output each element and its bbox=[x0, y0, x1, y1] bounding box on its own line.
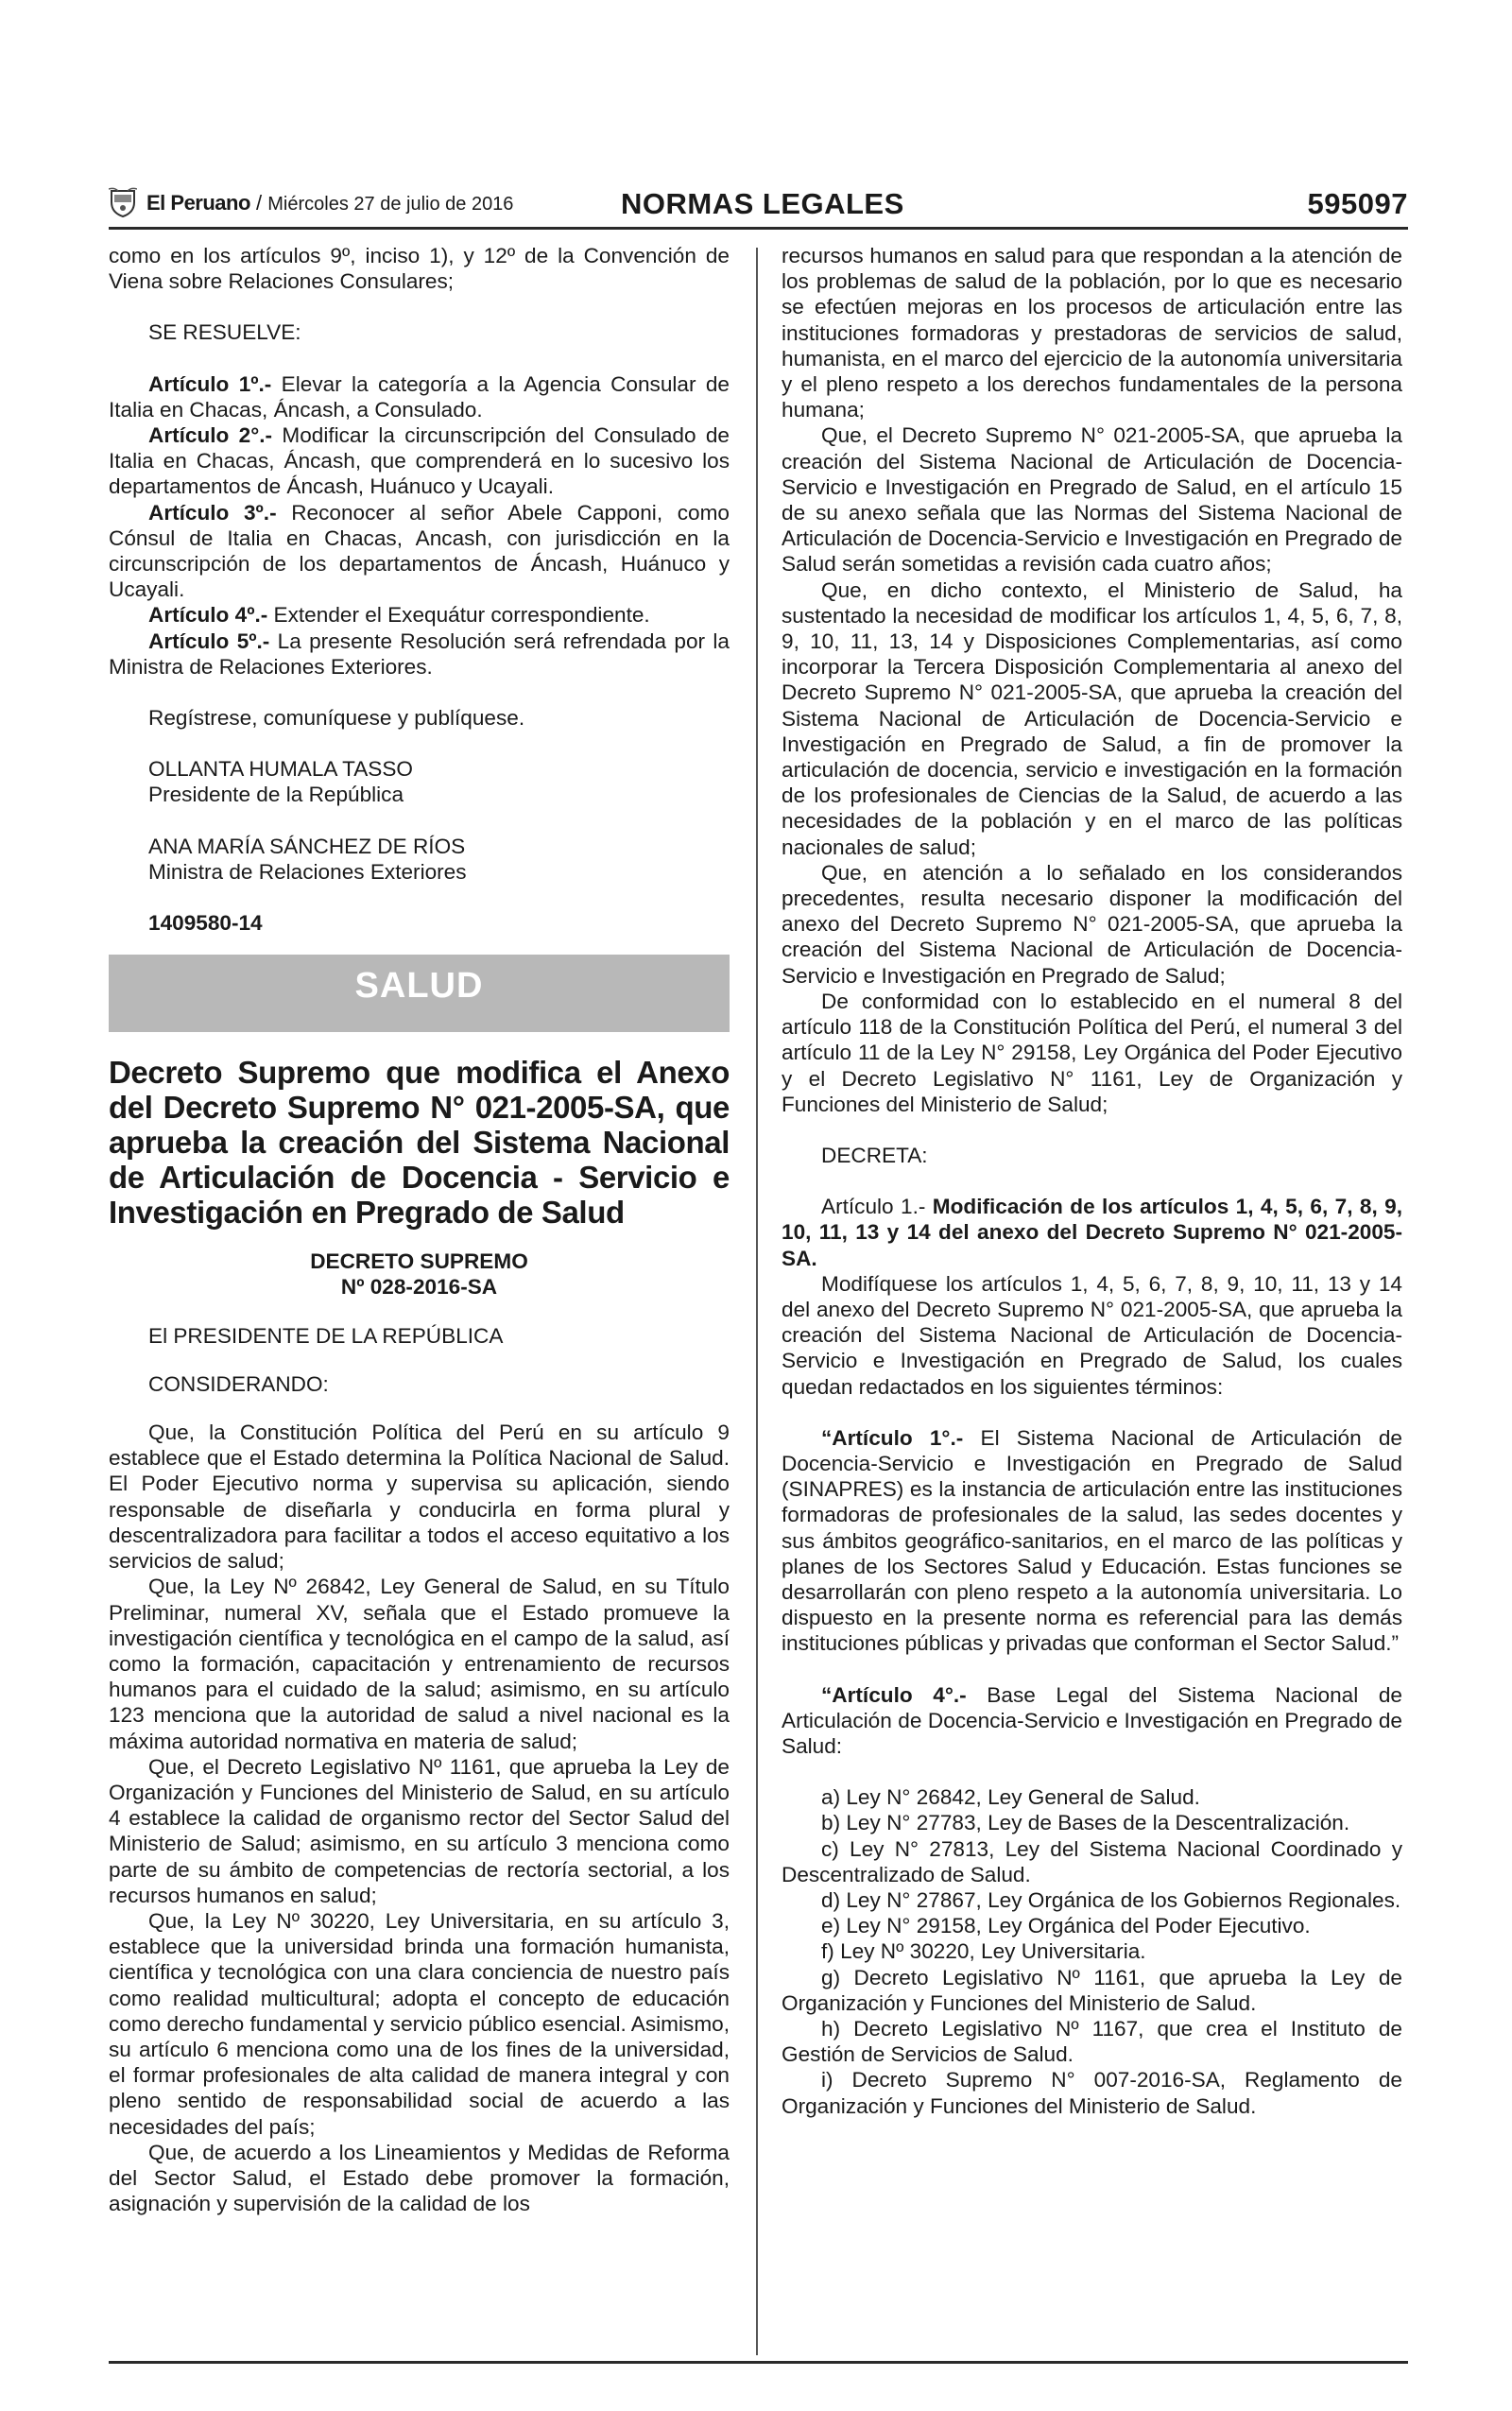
right-column bbox=[782, 243, 1402, 2119]
recital-paragraph: Que, en atención a lo señalado en los considerandos precedentes, resulta necesario disponer la modificación del anexo del Decreto Supremo N° 021-2005-SA, que aprueba la creación del Sistema Nacional de Articulación de Docencia-Servicio e Investigación en Pregrado de Salud; bbox=[782, 860, 1402, 988]
publication-name: El Peruano / Miércoles 27 de julio de 2016 bbox=[146, 191, 514, 215]
recital-paragraph: De conformidad con lo establecido en el numeral 8 del artículo 118 de la Constitución Política del Perú, el numeral 3 del artículo 11 de la Ley N° 29158, Ley Orgánica del Poder Ejecutivo y el Decreto Legislativo N° 1161, Ley de Organización y Funciones del Ministerio de Salud; bbox=[782, 989, 1402, 1116]
left-column bbox=[109, 243, 730, 2216]
list-item: e) Ley N° 29158, Ley Orgánica del Poder Ejecutivo. bbox=[821, 1914, 1311, 1938]
recital-paragraph: Que, de acuerdo a los Lineamientos y Medidas de Reforma del Sector Salud, el Estado debe promover la formación, asignación y supervisión de la calidad de los bbox=[109, 2140, 730, 2216]
article-heading: Artículo 1.- Modificación de los artículos 1, 4, 5, 6, 7, 8, 9, 10, 11, 13 y 14 del anexo del Decreto Supremo N° 021-2005-SA. bbox=[782, 1195, 1402, 1270]
signatory-title: Presidente de la República bbox=[148, 783, 404, 807]
list-item: g) Decreto Legislativo Nº 1161, que aprueba la Ley de Organización y Funciones del Ministerio de Salud. bbox=[782, 1965, 1402, 2015]
list-item: c) Ley N° 27813, Ley del Sistema Nacional Coordinado y Descentralizado de Salud. bbox=[782, 1836, 1402, 1886]
article-4: Artículo 4º.- Extender el Exequátur correspondiente. bbox=[148, 603, 650, 628]
closing-formula: Regístrese, comuníquese y publíquese. bbox=[148, 706, 525, 731]
list-item: a) Ley N° 26842, Ley General de Salud. bbox=[821, 1785, 1200, 1810]
recital-paragraph: Que, en dicho contexto, el Ministerio de Salud, ha sustentado la necesidad de modificar los artículos 1, 4, 5, 6, 7, 8, 9, 10, 11, 13, 14 y Disposiciones Complementarias, así como incorporar la Tercera Disposición Complementaria al anexo del Decreto Supremo N° 021-2005-SA, que aprueba la creación del Sistema Nacional de Articulación de Docencia-Servicio e Investigación en Pregrado de Salud, a fin de promover la articulación de docencia, servicio e investigación en la formación de los profesionales de Ciencias de la Salud, de acuerdo a las necesidades de la población y en el marco de las políticas nacionales de salud; bbox=[782, 577, 1402, 859]
paragraph: como en los artículos 9º, inciso 1), y 12º de la Convención de Viena sobre Relaciones Consulares; bbox=[109, 244, 730, 294]
footer-rule bbox=[109, 2361, 1408, 2364]
recital-paragraph: Que, el Decreto Supremo N° 021-2005-SA, que aprueba la creación del Sistema Nacional de Articulación de Docencia-Servicio e Investigación en Pregrado de Salud, en el artículo 15 de su anexo señala que las Normas del Sistema Nacional de Articulación de Docencia-Servicio e Investigación en Pregrado de Salud serán sometidas a revisión cada cuatro años; bbox=[782, 423, 1402, 577]
quoted-article-4: “Artículo 4°.- Base Legal del Sistema Nacional de Articulación de Docencia-Servicio e Investigación en Pregrado de Salud: bbox=[782, 1682, 1402, 1758]
considerando-heading: CONSIDERANDO: bbox=[148, 1371, 329, 1396]
document-code: 1409580-14 bbox=[148, 911, 263, 936]
section-band-label: SALUD bbox=[354, 966, 484, 1007]
recital-paragraph: recursos humanos en salud para que respondan a la atención de los problemas de salud de la población, por lo que es necesario se efectúen mejoras en los procesos de articulación entre las instituciones formadoras y prestadoras de servicios de salud, humanista, en el marco del ejercicio de la autonomía universitaria y el pleno respeto a los derechos fundamentales de la persona humana; bbox=[782, 244, 1402, 422]
list-item: d) Ley N° 27867, Ley Orgánica de los Gobiernos Regionales. bbox=[821, 1887, 1401, 1912]
page-number: 595097 bbox=[1307, 187, 1408, 220]
signatory-name: ANA MARÍA SÁNCHEZ DE RÍOS bbox=[148, 834, 466, 858]
signatory-name: OLLANTA HUMALA TASSO bbox=[148, 757, 414, 782]
decree-number: Nº 028-2016-SA bbox=[340, 1275, 498, 1300]
signatory-title: Ministra de Relaciones Exteriores bbox=[148, 859, 467, 884]
issue-date: Miércoles 27 de julio de 2016 bbox=[267, 194, 514, 215]
list-item: i) Decreto Supremo N° 007-2016-SA, Reglamento de Organización y Funciones del Ministerio de Salud. bbox=[782, 2068, 1402, 2118]
recital-paragraph: Que, la Ley Nº 30220, Ley Universitaria, en su artículo 3, establece que la universidad brinda una formación humanista, científica y tecnológica con una clara conciencia de nuestro país como realidad multicultural; adopta el concepto de educación como derecho fundamental y servicio público esencial. Asimismo, su artículo 6 menciona como una de los fines de la universidad, el formar profesionales de alta calidad de manera integral y con pleno sentido de responsabilidad social de acuerdo a las necesidades del país; bbox=[109, 1908, 730, 2139]
quoted-article-1: “Artículo 1°.- El Sistema Nacional de Articulación de Docencia-Servicio e Investigación en Pregrado de Salud (SINAPRES) es la instancia de articulación entre las instituciones formadoras de profesionales de la salud, las sedes docentes y sus ámbitos geográfico-sanitarios, en el marco de las políticas y planes de los Sectores Salud y Educación. Estas funciones se desarrollarán con pleno respeto a la autonomía universitaria. Lo dispuesto en la presente norma es referencial para las demás instituciones públicas y privadas que conforman el Sector Salud.” bbox=[782, 1425, 1402, 1656]
article-body: Modifíquese los artículos 1, 4, 5, 6, 7, 8, 9, 10, 11, 13 y 14 del anexo del Decreto Supremo N° 021-2005-SA, que aprueba la creación del Sistema Nacional de Articulación de Docencia-Servicio e Investigación en Pregrado de Salud, los cuales quedan redactados en los siguientes términos: bbox=[782, 1271, 1402, 1399]
recital-paragraph: Que, la Ley Nº 26842, Ley General de Salud, en su Título Preliminar, numeral XV, señala que el Estado promueve la investigación científica y tecnológica en el campo de la salud, así como la formación, capacitación y entrenamiento de recursos humanos para el cuidado de la salud; asimismo, en su artículo 123 menciona que la autoridad de salud a nivel nacional es la máxima autoridad normativa en materia de salud; bbox=[109, 1575, 730, 1753]
resolution-heading: SE RESUELVE: bbox=[148, 320, 301, 345]
section-title: NORMAS LEGALES bbox=[621, 187, 904, 220]
list-item: f) Ley Nº 30220, Ley Universitaria. bbox=[821, 1939, 1146, 1964]
header-rule bbox=[109, 227, 1408, 230]
decree-title: Decreto Supremo que modifica el Anexo del Decreto Supremo N° 021-2005-SA, que aprueba la creación del Sistema Nacional de Articulación de Docencia - Servicio e Investigación en Pregrado de Salud bbox=[109, 1055, 730, 1231]
recital-paragraph: Que, el Decreto Legislativo Nº 1161, que aprueba la Ley de Organización y Funciones del Ministerio de Salud, en su artículo 4 establece la calidad de organismo rector del Sector Salud del Ministerio de Salud; asimismo, en su artículo 3 menciona como parte de su ámbito de competencias de rectoría sectorial, a los recursos humanos en salud; bbox=[109, 1754, 730, 1907]
recital-paragraph: Que, la Constitución Política del Perú en su artículo 9 establece que el Estado determina la Política Nacional de Salud. El Poder Ejecutivo norma y supervisa su aplicación, siendo responsable de diseñarla y conducirla en forma plural y descentralizadora para facilitar a todos el acceso equitativo a los servicios de salud; bbox=[109, 1421, 730, 1574]
decreta-heading: DECRETA: bbox=[821, 1143, 928, 1167]
article-5: Artículo 5º.- La presente Resolución será refrendada por la Ministra de Relaciones Exteriores. bbox=[109, 629, 730, 679]
article-2: Artículo 2°.- Modificar la circunscripción del Consulado de Italia en Chacas, Áncash, que comprenderá en lo sucesivo los departamentos de Áncash, Huánuco y Ucayali. bbox=[109, 423, 730, 499]
article-3: Artículo 3º.- Reconocer al señor Abele Capponi, como Cónsul de Italia en Chacas, Ancash, con jurisdicción en la circunscripción de los departamentos de Áncash, Huánuco y Ucayali. bbox=[109, 500, 730, 602]
issuer-line: El PRESIDENTE DE LA REPÚBLICA bbox=[148, 1323, 504, 1348]
decree-label: DECRETO SUPREMO bbox=[310, 1249, 528, 1274]
article-1: Artículo 1º.- Elevar la categoría a la Agencia Consular de Italia en Chacas, Áncash, a Consulado. bbox=[109, 371, 730, 422]
list-item: h) Decreto Legislativo Nº 1167, que crea el Instituto de Gestión de Servicios de Salud. bbox=[782, 2017, 1402, 2067]
list-item: b) Ley N° 27783, Ley de Bases de la Descentralización. bbox=[821, 1811, 1350, 1835]
legal-basis-list bbox=[782, 1784, 1402, 2119]
coat-of-arms-icon bbox=[109, 187, 137, 217]
page-header bbox=[109, 185, 1408, 223]
section-band bbox=[109, 955, 730, 1032]
column-divider bbox=[756, 248, 758, 2355]
